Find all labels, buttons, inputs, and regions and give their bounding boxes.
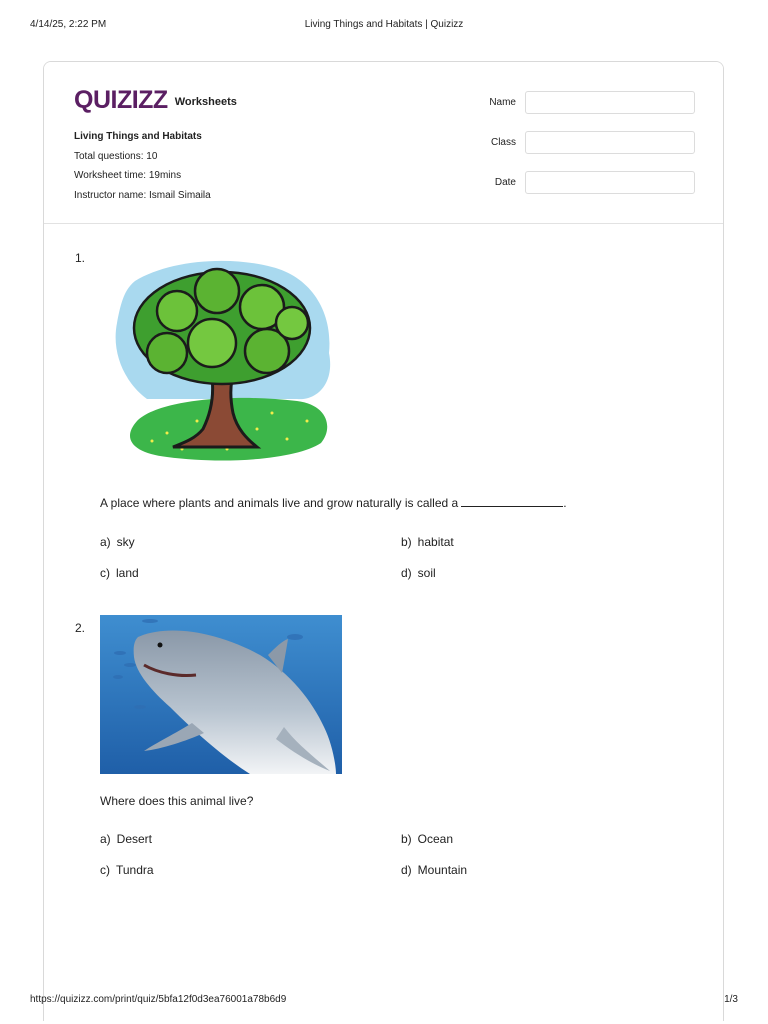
option-text: land bbox=[116, 566, 139, 580]
question-2-number: 2. bbox=[75, 621, 86, 635]
option-letter: a) bbox=[100, 832, 111, 846]
logo-subtitle: Worksheets bbox=[174, 96, 237, 108]
option-letter: b) bbox=[401, 832, 412, 846]
option-text: Tundra bbox=[116, 863, 154, 877]
date-field[interactable] bbox=[525, 171, 695, 194]
class-field-row bbox=[474, 131, 696, 171]
option-text: Mountain bbox=[417, 863, 468, 877]
question-1-option-c[interactable] bbox=[100, 566, 139, 580]
worksheet-sheet bbox=[43, 61, 724, 1021]
class-label: Class bbox=[490, 137, 516, 148]
print-header bbox=[30, 19, 738, 33]
name-field[interactable] bbox=[525, 91, 695, 114]
option-letter: d) bbox=[401, 566, 412, 580]
option-letter: c) bbox=[100, 566, 110, 580]
question-1-option-b[interactable] bbox=[401, 535, 454, 549]
worksheet-time: Worksheet time: 19mins bbox=[74, 170, 182, 181]
shark-photo bbox=[100, 615, 342, 774]
question-2-option-c[interactable] bbox=[100, 863, 154, 877]
option-text: Desert bbox=[116, 832, 153, 846]
worksheet-header bbox=[44, 62, 723, 224]
total-questions: Total questions: 10 bbox=[74, 150, 158, 162]
question-2-option-b[interactable] bbox=[401, 832, 453, 846]
question-2-option-a[interactable] bbox=[100, 832, 152, 846]
question-1-option-d[interactable] bbox=[401, 566, 436, 580]
option-text: habitat bbox=[417, 535, 454, 549]
print-url: https://quizizz.com/print/quiz/5bfa12f0d3ea76001a78b6d9 bbox=[30, 994, 287, 1005]
question-1-period: . bbox=[563, 496, 567, 510]
question-1-prompt: A place where plants and animals live and grow naturally is called a bbox=[100, 496, 459, 510]
option-text: soil bbox=[417, 566, 436, 580]
quizizz-logo: QUIZIZZ bbox=[74, 86, 168, 114]
worksheet-title: Living Things and Habitats bbox=[74, 131, 202, 142]
option-letter: c) bbox=[100, 863, 110, 877]
date-label: Date bbox=[494, 177, 516, 188]
option-letter: a) bbox=[100, 535, 111, 549]
class-field[interactable] bbox=[525, 131, 695, 154]
question-2-option-d[interactable] bbox=[401, 863, 467, 877]
name-field-row bbox=[474, 91, 696, 131]
student-fields bbox=[474, 91, 696, 211]
print-datetime: 4/14/25, 2:22 PM bbox=[30, 19, 107, 30]
worksheet-meta bbox=[74, 127, 211, 205]
brand bbox=[74, 86, 237, 115]
question-1-number: 1. bbox=[75, 251, 86, 265]
question-2-text: Where does this animal live? bbox=[100, 794, 254, 808]
question-1-option-a[interactable] bbox=[100, 535, 135, 549]
option-text: Ocean bbox=[417, 832, 454, 846]
print-page-title: Living Things and Habitats | Quizizz bbox=[304, 19, 464, 30]
tree-image bbox=[107, 253, 337, 467]
name-label: Name bbox=[489, 97, 516, 108]
question-1-text bbox=[100, 496, 567, 510]
page-indicator: 1/3 bbox=[724, 994, 738, 1005]
answer-blank bbox=[461, 497, 563, 507]
option-letter: d) bbox=[401, 863, 412, 877]
instructor-name: Instructor name: Ismail Simaila bbox=[74, 189, 211, 201]
date-field-row bbox=[474, 171, 696, 211]
print-footer bbox=[30, 994, 738, 1008]
option-text: sky bbox=[116, 535, 135, 549]
option-letter: b) bbox=[401, 535, 412, 549]
